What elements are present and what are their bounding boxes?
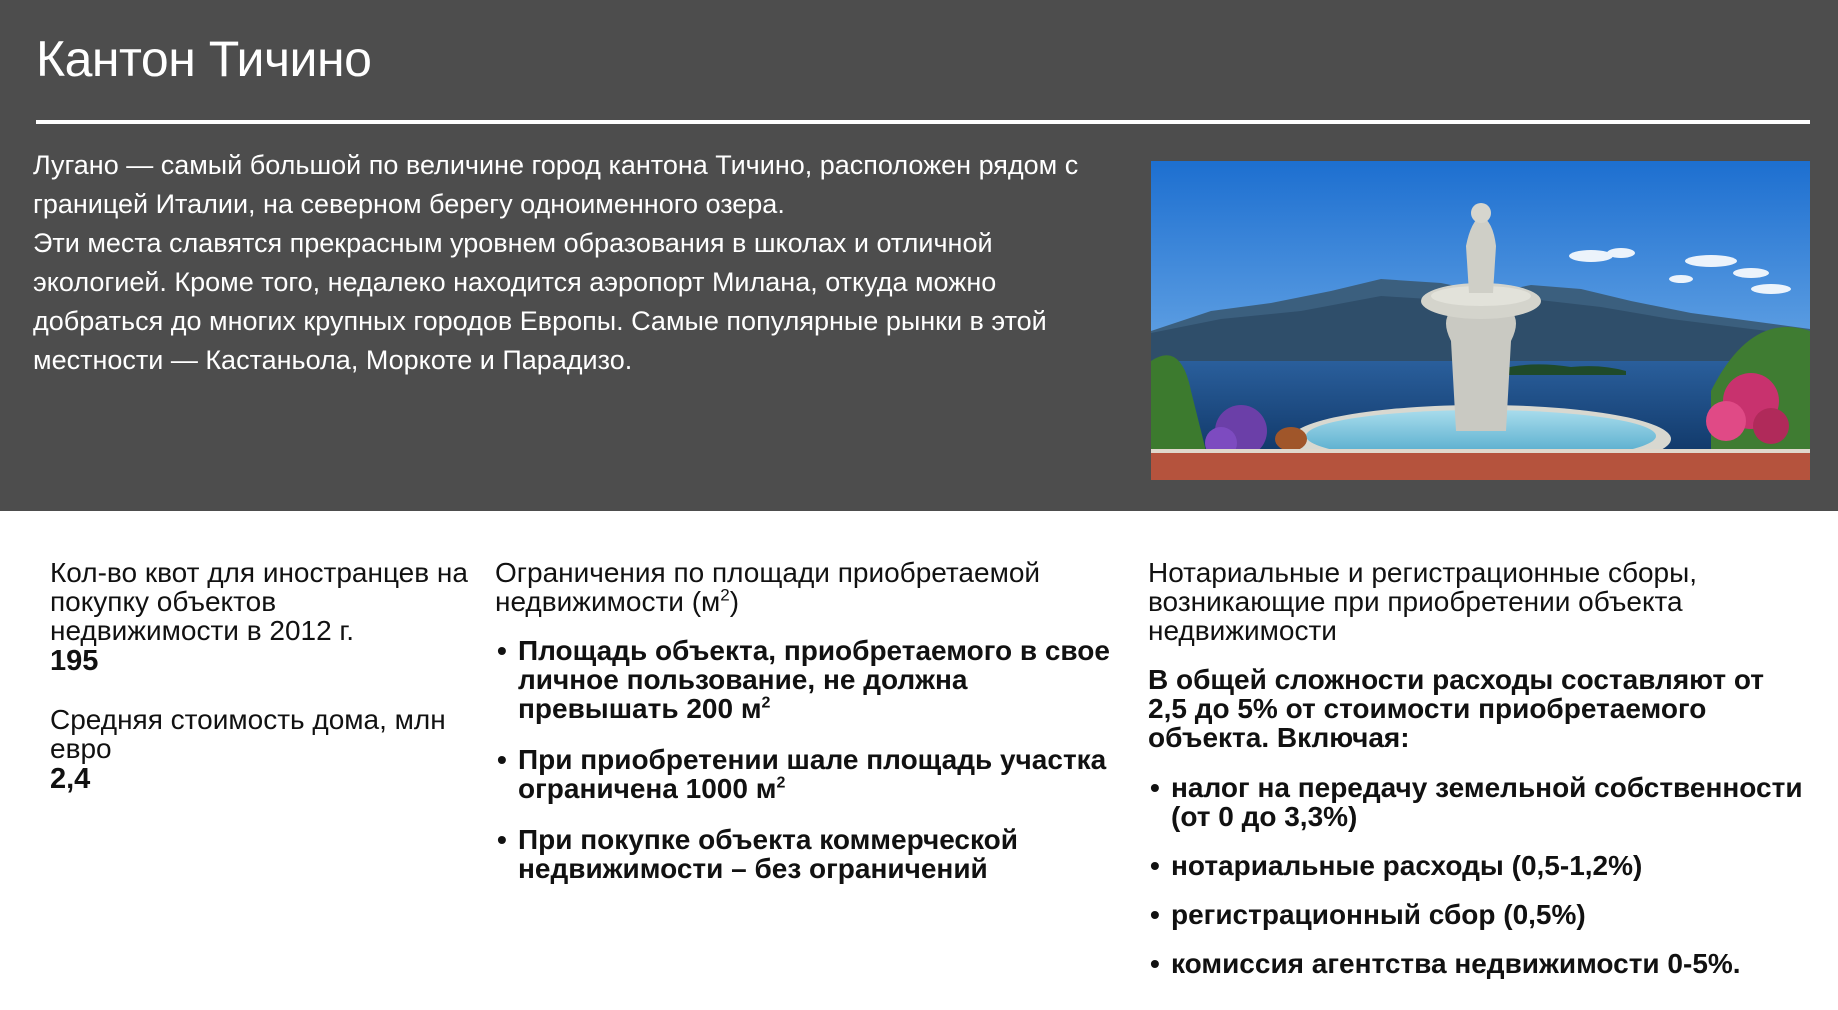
house-price-label: Средняя стоимость дома, млн евро bbox=[50, 704, 446, 764]
intro-text bbox=[33, 146, 1113, 380]
quotas-label: Кол-во квот для иностранцев на покупку объектов недвижимости в 2012 г. bbox=[50, 557, 468, 646]
quotas-value: 195 bbox=[50, 645, 99, 677]
list-item: • нотариальные расходы (0,5-1,2%) bbox=[1150, 850, 1643, 881]
lake-fountain-illustration bbox=[1151, 161, 1810, 480]
title-divider bbox=[36, 120, 1810, 124]
list-item: • Площадь объекта, приобретаемого в свое личное пользование, не должна превышать 200 $м^2$ bbox=[497, 635, 1110, 724]
list-item: • При приобретении шале площадь участка ограничена 1000 $м^2$ bbox=[497, 744, 1107, 804]
intro-paragraph-1: Лугано — самый большой по величине город кантона Тичино, расположен рядом с границей Италии, на северном берегу одноименного озера. bbox=[33, 150, 1079, 219]
lake-fountain-photo bbox=[1151, 161, 1810, 480]
list-item: • регистрационный сбор (0,5%) bbox=[1150, 899, 1586, 930]
list-item: • комиссия агентства недвижимости 0-5%. bbox=[1150, 948, 1741, 979]
page-title: Кантон Тичино bbox=[36, 31, 372, 87]
fees-list bbox=[1148, 773, 1808, 978]
stats-column bbox=[50, 558, 470, 795]
area-limits-column bbox=[495, 558, 1115, 905]
area-limits-label: Ограничения по площади приобретаемой недвижимости $(м^2)$ bbox=[495, 557, 1041, 617]
house-price-value: 2,4 bbox=[50, 763, 91, 795]
list-item: • При покупке объекта коммерческой недвижимости – без ограничений bbox=[497, 824, 1018, 884]
list-item: • налог на передачу земельной собственности (от 0 до 3,3%) bbox=[1150, 772, 1803, 832]
intro-paragraph-2: Эти места славятся прекрасным уровнем образования в школах и отличной экологией. Кроме того, недалеко находится аэропорт Милана, откуда можно добраться до многих крупных городов Европы. Самые популярные рынки в этой местности — Кастаньола, Моркоте и Парадизо. bbox=[33, 228, 1047, 375]
fees-label: Нотариальные и регистрационные сборы, возникающие при приобретении объекта недвижимости bbox=[1148, 557, 1698, 646]
area-limits-list bbox=[495, 636, 1115, 883]
fees-column bbox=[1148, 558, 1808, 998]
fees-summary: В общей сложности расходы составляют от 2,5 до 5% от стоимости приобретаемого объекта. Включая: bbox=[1148, 664, 1764, 753]
